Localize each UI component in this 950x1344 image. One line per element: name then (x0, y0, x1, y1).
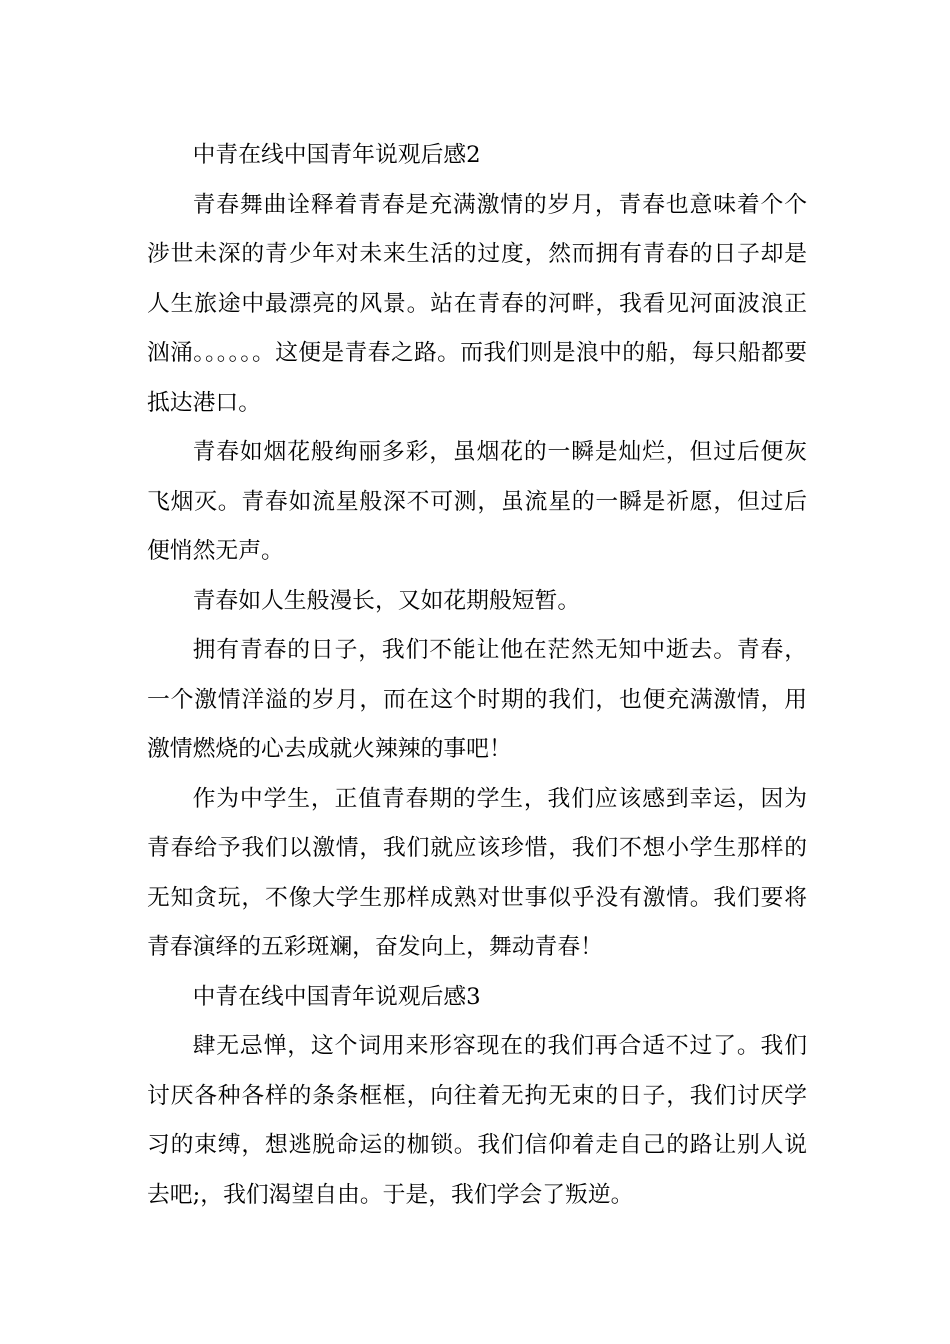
section-heading-3: 中青在线中国青年说观后感3 (192, 983, 481, 1010)
section-heading-2: 中青在线中国青年说观后感2 (192, 142, 481, 168)
paragraph: 青春如人生般漫长，又如花期般短暂。 (192, 587, 581, 614)
paragraph: 青春如烟花般绚丽多彩，虽烟花的一瞬是灿烂，但过后便灰飞烟灭。青春如流星般深不可测，虽流星的一瞬是祈愿，但过后便悄然无声。 (147, 439, 807, 564)
paragraph: 拥有青春的日子，我们不能让他在茫然无知中逝去。青春，一个激情洋溢的岁月，而在这个时期的我们，也便充满激情，用激情燃烧的心去成就火辣辣的事吧！ (147, 637, 807, 762)
paragraph: 青春舞曲诠释着青春是充满激情的岁月，青春也意味着个个涉世未深的青少年对未来生活的过度，然而拥有青春的日子却是人生旅途中最漂亮的风景。站在青春的河畔，我看见河面波浪正汹涌。。。。。。这便是青春之路。而我们则是浪中的船，每只船都要抵达港口。 (147, 191, 807, 416)
paragraph: 作为中学生，正值青春期的学生，我们应该感到幸运，因为青春给予我们以激情，我们就应该珍惜，我们不想小学生那样的无知贪玩，不像大学生那样成熟对世事似乎没有激情。我们要将青春演绎的五彩斑斓，奋发向上，舞动青春！ (147, 785, 807, 960)
paragraph: 肆无忌惮，这个词用来形容现在的我们再合适不过了。我们讨厌各种各样的条条框框，向往着无拘无束的日子，我们讨厌学习的束缚，想逃脱命运的枷锁。我们信仰着走自己的路让别人说去吧;，我们渴望自由。于是，我们学会了叛逆。 (147, 1033, 807, 1208)
document-page (147, 131, 807, 1220)
